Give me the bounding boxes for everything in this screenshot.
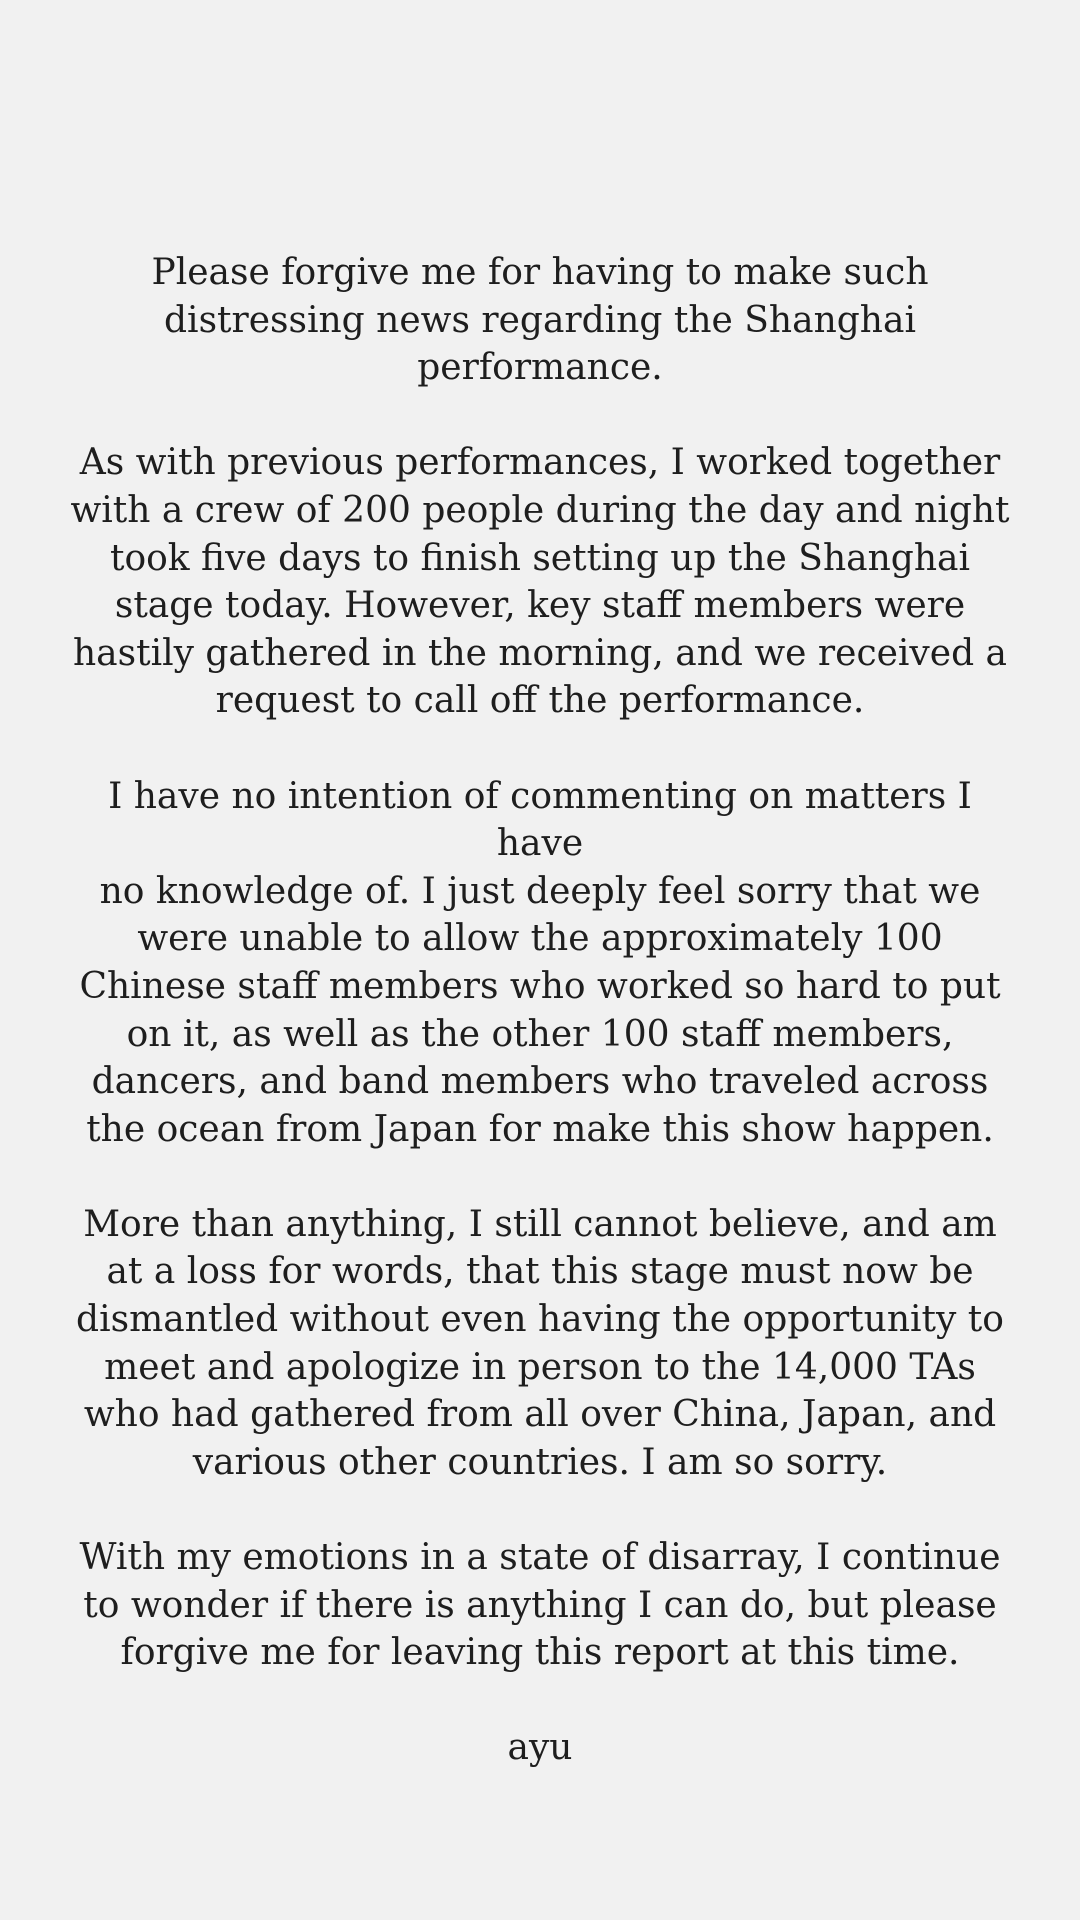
paragraph-closing: With my emotions in a state of disarray, I continue to wonder if there is anything I can do, but please forgive me for leaving this report at this time. [79, 1537, 1001, 1674]
paragraph-setup: As with previous performances, I worked together with a crew of 200 people during the day and night took five days to finish setting up the Shanghai stage today. However, key staff members were hastily gathered in the morning, and we received a request to call off the performance. [70, 442, 1010, 722]
signature: ayu [507, 1727, 573, 1769]
paragraph-staff: I have no intention of commenting on matters I have no knowledge of. I just deeply feel sorry that we were unable to allow the approximately 100 Chinese staff members who worked so hard to put on it, as well as the other 100 staff members, dancers, and band members who traveled across the ocean from Japan for make this show happen. [79, 775, 1001, 1150]
paragraph-apology: Please forgive me for having to make such distressing news regarding the Shanghai performance. [151, 252, 929, 389]
statement-body [60, 249, 1020, 1772]
paragraph-fans: More than anything, I still cannot believe, and am at a loss for words, that this stage must now be dismantled without even having the opportunity to meet and apologize in person to the 14,000 TAs who had gathered from all over China, Japan, and various other countries. I am so sorry. [76, 1203, 1004, 1483]
